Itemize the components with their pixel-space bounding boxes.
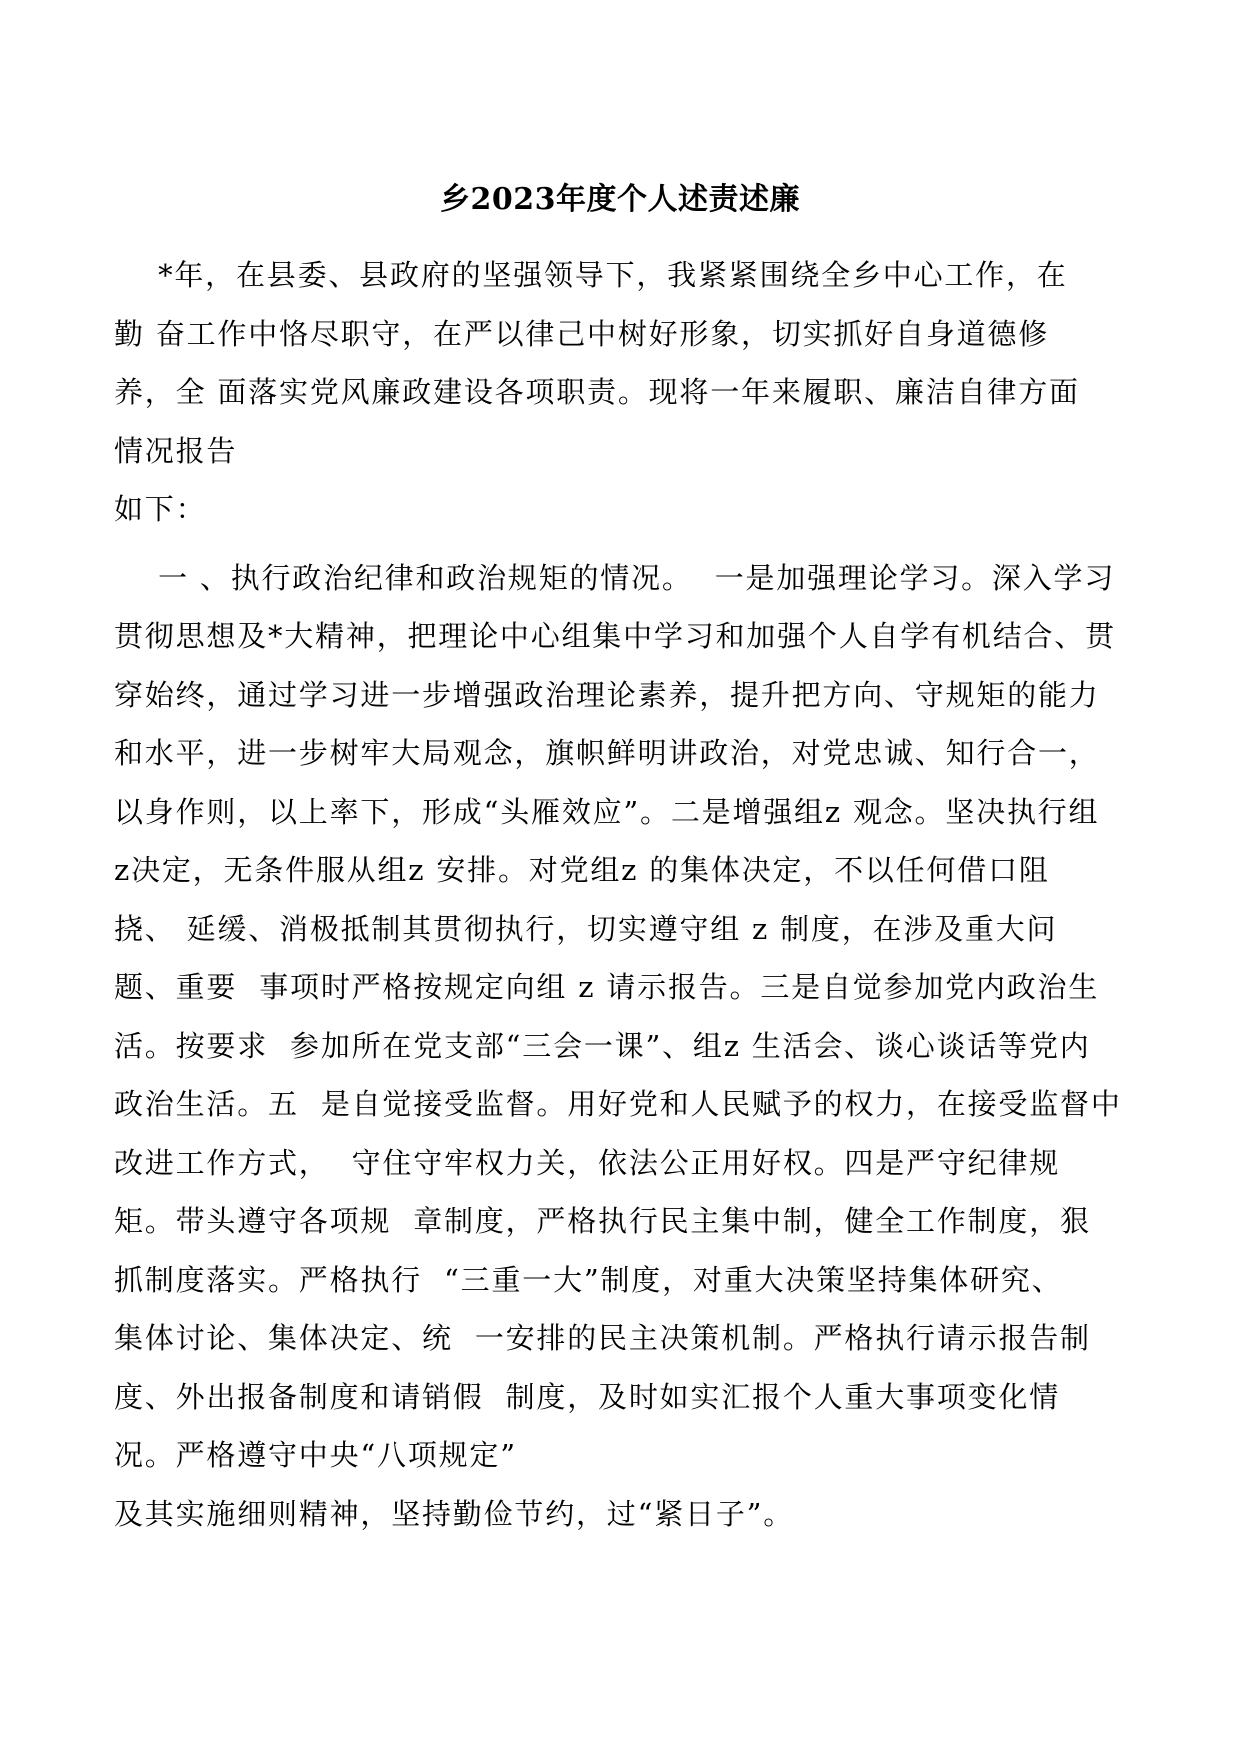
intro-line: 勤 奋工作中恪尽职守，在严以律己中树好形象，切实抓好自身道德修 [114, 316, 1050, 351]
body-line: 改进工作方式， 守住守牢权力关，依法公正用好权。四是严守纪律规 [114, 1145, 1061, 1180]
body-line: 况。严格遵守中央“八项规定” [114, 1438, 517, 1472]
intro-line: 养，全 面落实党风廉政建设各项职责。现将一年来履职、廉洁自律方面 [114, 375, 1080, 409]
body-line: 度、外出报备制度和请销假 制度，及时如实汇报个人重大事项变化情 [114, 1379, 1061, 1414]
body-line: 挠、 延缓、消极抵制其贯彻执行，切实遵守组 z 制度，在涉及重大问 [114, 911, 1058, 946]
document-body [114, 246, 1134, 1543]
body-line: 贯彻思想及*大精神，把理论中心组集中学习和加强个人自学有机结合、贯 [114, 619, 1116, 653]
body-line: 题、重要 事项时严格按规定向组 z 请示报告。三是自觉参加党内政治生 [114, 970, 1100, 1004]
document-title: 乡2023年度个人述责述廉 [440, 182, 800, 217]
body-line: 及其实施细则精神，坚持勤俭节约，过“紧日子”。 [114, 1496, 795, 1531]
body-line: 以身作则，以上率下，形成“头雁效应”。二是增强组z 观念。坚决执行组 [114, 794, 1100, 829]
body-line: 抓制度落实。严格执行 “三重一大”制度，对重大决策坚持集体研究、 [114, 1262, 1063, 1297]
intro-line: 如下： [114, 492, 207, 526]
body-line: 活。按要求 参加所在党支部“三会一课”、组z 生活会、谈心谈话等党内 [114, 1028, 1091, 1063]
intro-line: 情况报告 [114, 433, 238, 468]
body-line: z决定，无条件服从组z 安排。对党组z 的集体决定，不以任何借口阻 [114, 853, 1050, 887]
intro-line: *年，在县委、县政府的坚强领导下，我紧紧围绕全乡中心工作，在 [114, 258, 1068, 292]
body-line: 集体讨论、集体决定、统 一安排的民主决策机制。严格执行请示报告制 [114, 1321, 1091, 1355]
body-line: 一 、执行政治纪律和政治规矩的情况。 一是加强理论学习。深入学习 [114, 560, 1116, 595]
body-line: 矩。带头遵守各项规 章制度，严格执行民主集中制，健全工作制度，狠 [114, 1204, 1091, 1238]
paragraph-gap [114, 539, 1134, 549]
body-line: 政治生活。五 是自觉接受监督。用好党和人民赋予的权力，在接受监督中 [114, 1087, 1122, 1121]
body-line: 和水平，进一步树牢大局观念，旗帜鲜明讲政治，对党忠诚、知行合一， [114, 736, 1100, 770]
body-line: 穿始终，通过学习进一步增强政治理论素养，提升把方向、守规矩的能力 [114, 677, 1100, 712]
